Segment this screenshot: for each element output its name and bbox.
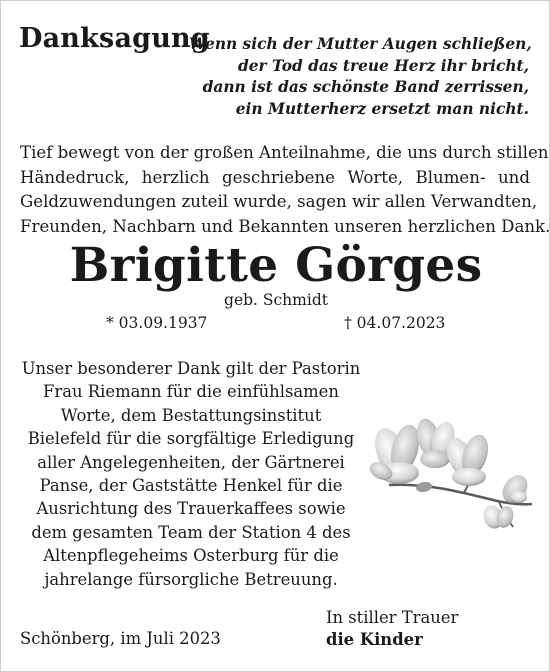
signers: die Kinder <box>326 630 423 649</box>
mourning-label: In stiller Trauer <box>326 608 459 627</box>
intro-line: Händedruck, herzlich geschriebene Worte, Blumen- und <box>20 167 530 187</box>
mourning-block <box>326 607 458 651</box>
thanks-line: Ausrichtung des Trauerkaffees sowie <box>36 499 346 519</box>
thanks-line: jahrelange fürsorgliche Betreuung. <box>44 569 338 589</box>
place-and-date: Schönberg, im Juli 2023 <box>20 629 221 648</box>
intro-line: Geldzuwendungen zuteil wurde, sagen wir allen Verwandten, <box>20 192 538 211</box>
birth-date: * 03.09.1937 <box>106 314 208 332</box>
thanks-line: Frau Riemann für die einfühlsamen <box>43 382 339 402</box>
thanks-line: Bielefeld für die sorgfältige Erledigung <box>27 429 355 449</box>
thanks-line: aller Angelegenheiten, der Gärtnerei <box>37 452 345 472</box>
intro-line: Freunden, Nachbarn und Bekannten unseren herzlichen Dank. <box>20 216 550 236</box>
poem-line: ein Mutterherz ersetzt man nicht. <box>235 99 529 118</box>
thanks-line: Worte, dem Bestattungsinstitut <box>60 405 322 425</box>
poem-line: der Tod das treue Herz ihr bricht, <box>238 56 529 75</box>
notice-heading: Danksagung <box>19 23 210 54</box>
thanks-line: dem gesamten Team der Station 4 des <box>31 522 351 542</box>
intro-paragraph <box>20 141 550 239</box>
magnolia-branch-icon <box>369 413 534 531</box>
thanks-line: Panse, der Gaststätte Henkel für die <box>39 476 343 496</box>
deceased-name: Brigitte Görges <box>69 238 483 293</box>
poem <box>189 34 532 120</box>
poem-line: dann ist das schönste Band zerrissen, <box>202 78 529 96</box>
thanks-line: Altenpflegeheims Osterburg für die <box>43 546 339 566</box>
deceased-born-name: geb. Schmidt <box>224 291 328 309</box>
thanks-line: Unser besonderer Dank gilt der Pastorin <box>21 359 361 378</box>
poem-line: Wenn sich der Mutter Augen schließen, <box>189 35 532 53</box>
death-date: † 04.07.2023 <box>344 314 446 332</box>
intro-line: Tief bewegt von der großen Anteilnahme, die uns durch stillen <box>20 143 549 162</box>
thanks-paragraph <box>17 357 365 591</box>
